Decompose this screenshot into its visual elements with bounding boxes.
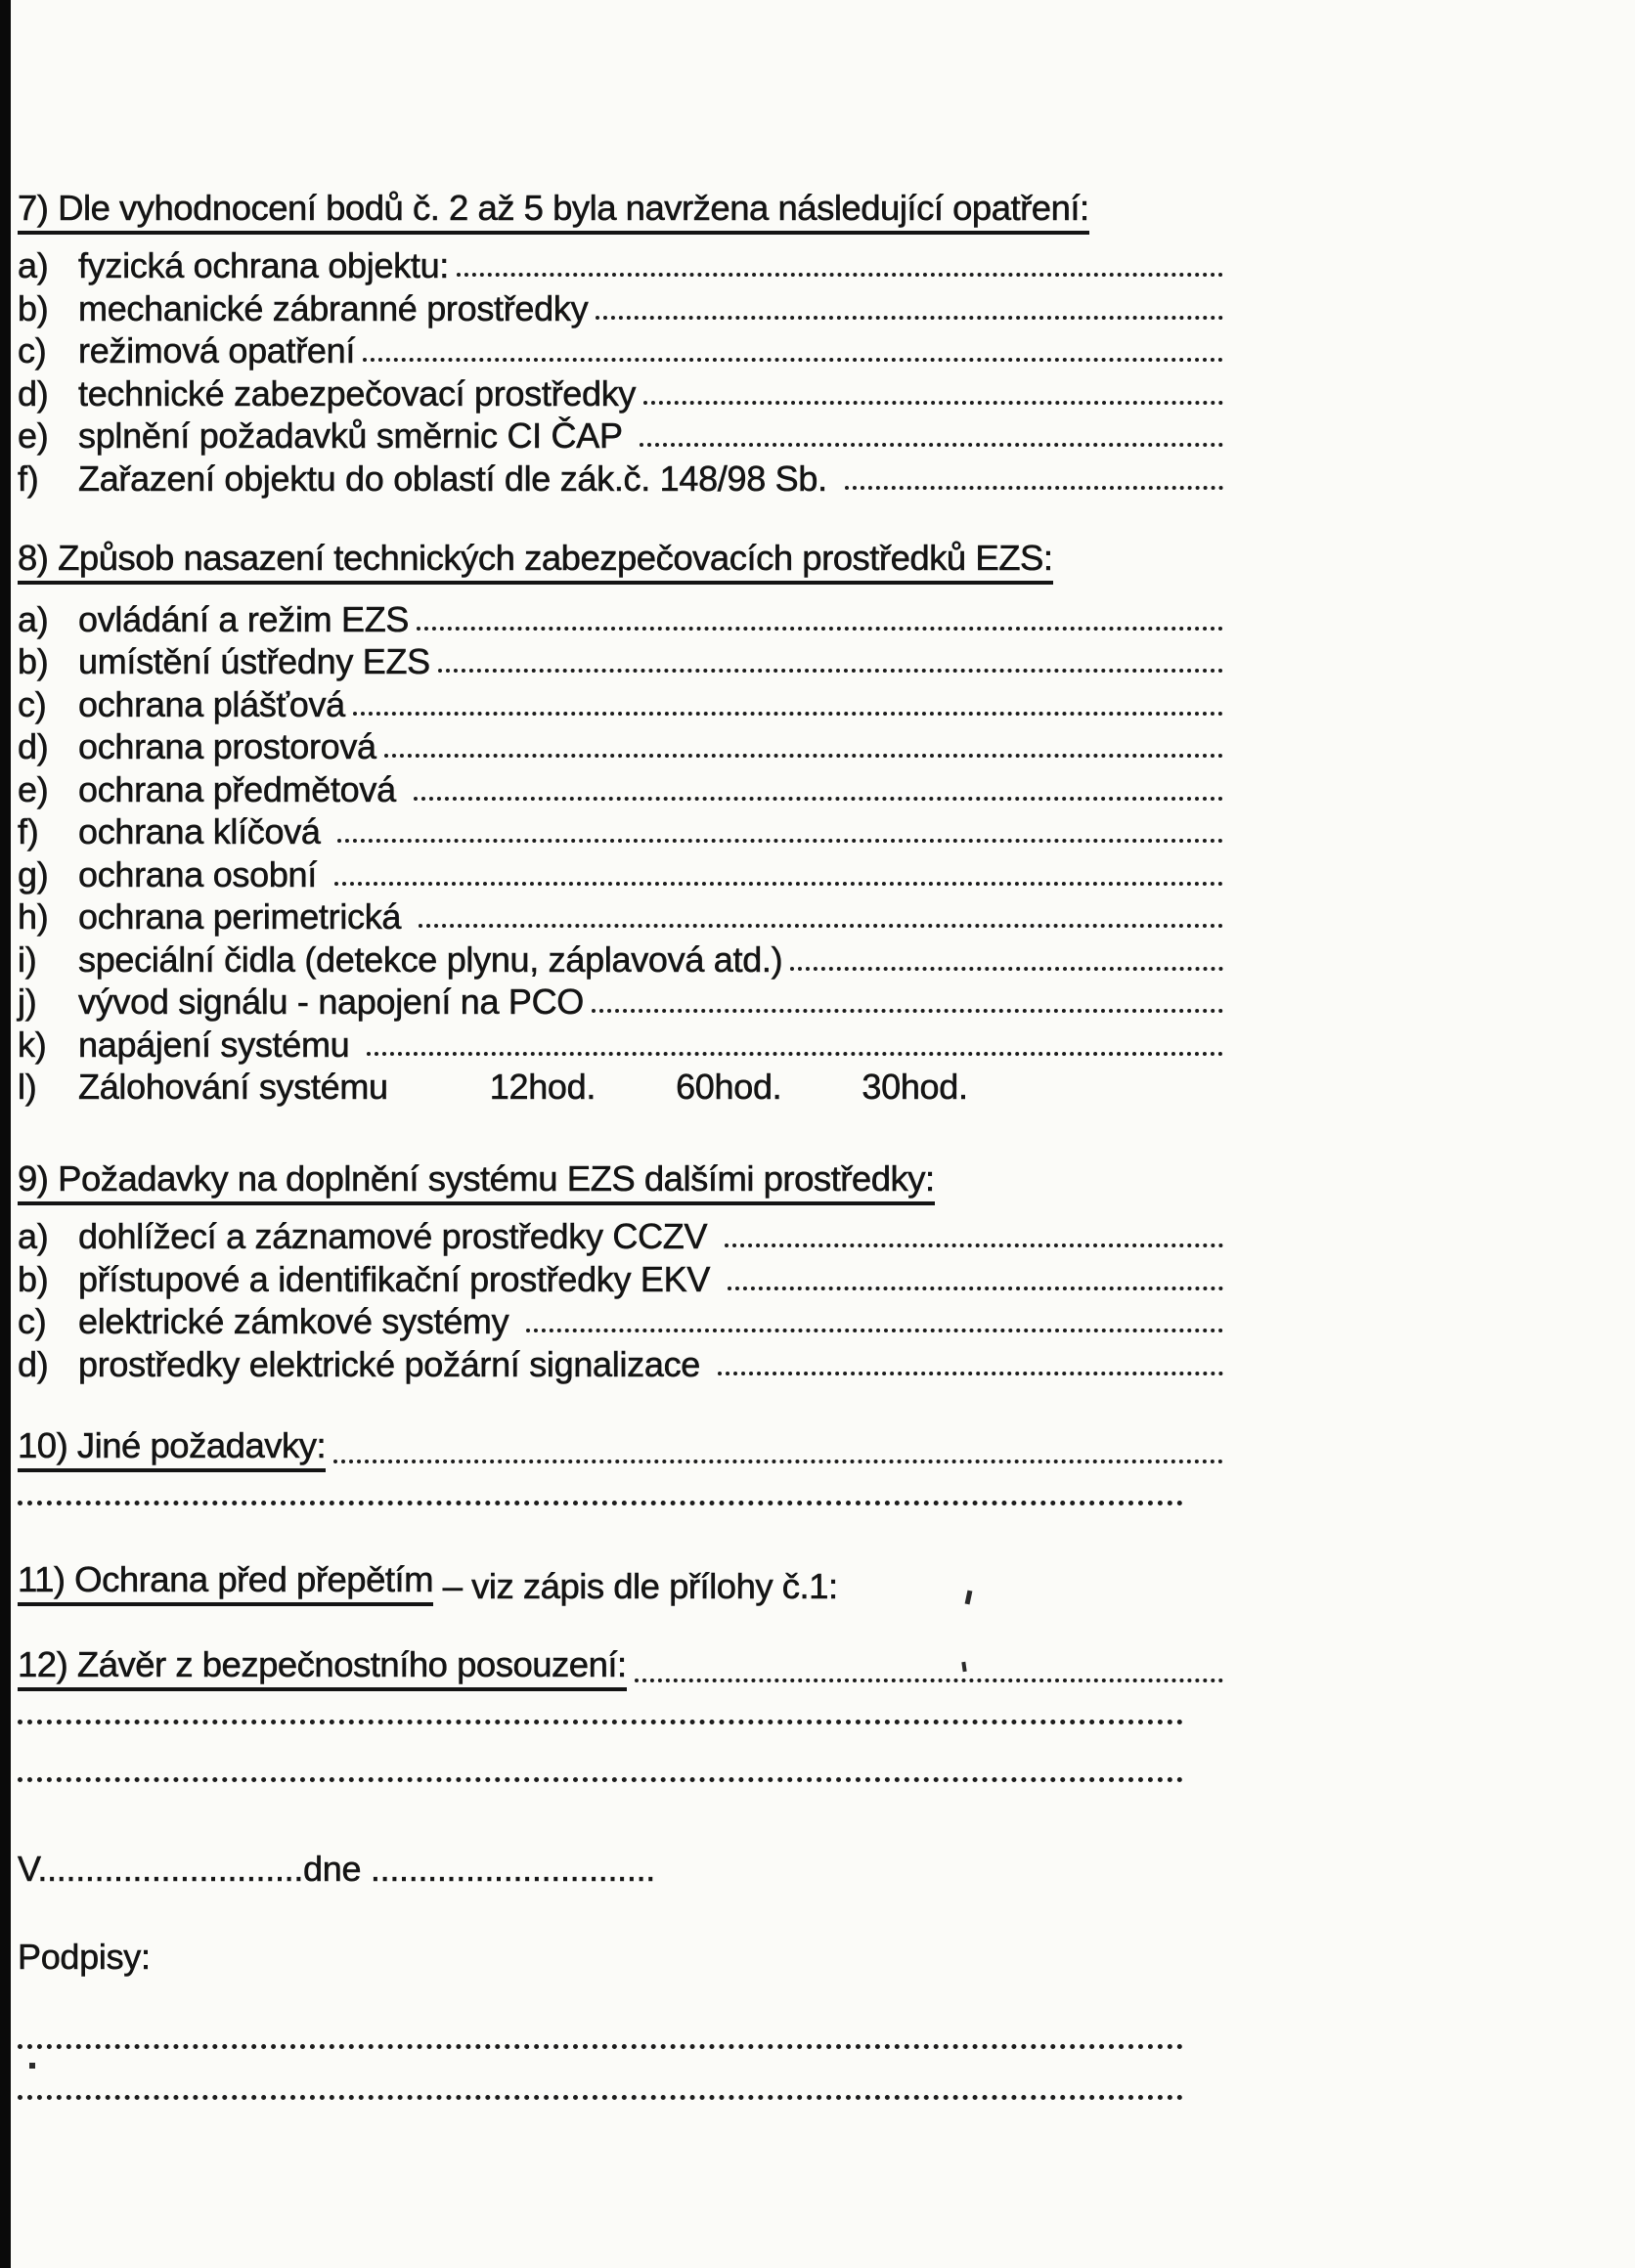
item-letter: i) [18,938,37,980]
item-label: elektrické zámkové systémy [78,1301,519,1341]
form-item [18,894,1225,938]
item-label: ochrana prostorová [78,726,376,766]
signatures-label [18,1930,1225,1977]
dotted-line [18,2079,1183,2100]
item-letter: l) [18,1067,37,1107]
scan-speck-artifact [29,2063,35,2069]
section-heading-suffix: – viz zápis dle přílohy č.1: [433,1565,838,1606]
dotted-leader [845,486,1224,490]
item-label: ochrana osobní [78,853,327,894]
item-label: ovládání a režim EZS [78,598,410,639]
section-8-heading [18,538,1225,586]
dotted-leader [592,1009,1223,1013]
item-letter: c) [18,1301,47,1341]
dotted-leader [640,443,1223,447]
dotted-line [18,2028,1183,2049]
section-heading-text: 8) Způsob nasazení technických zabezpečovacích prostředků EZS: [18,538,1053,585]
form-item [18,1256,1225,1299]
dotted-leader [337,839,1223,843]
dotted-leader [635,1679,1223,1682]
dotted-leader [457,273,1223,277]
form-item [18,980,1225,1023]
item-label: speciální čidla (detekce plynu, záplavová atd.) [78,938,783,980]
item-letter: a) [18,598,49,639]
backup-option-12h: 12hod. [489,1067,597,1107]
section-heading-text: 12) Závěr z bezpečnostního posouzení: [18,1644,627,1691]
form-item [18,809,1225,852]
item-letter: a) [18,1216,49,1256]
dotted-leader [334,882,1223,886]
dotted-leader [384,754,1223,758]
item-letter: f) [18,458,39,499]
item-label: umístění ústředny EZS [78,641,430,681]
item-letter: e) [18,415,49,456]
section-7-heading [18,187,1225,235]
form-item [18,724,1225,767]
dotted-leader [790,967,1223,971]
signatures-text: Podpisy: [18,1937,151,1977]
backup-option-30h: 30hod. [862,1067,968,1107]
item-label: ochrana klíčová [78,811,331,851]
dotted-leader [367,1052,1223,1056]
form-item [18,681,1225,724]
item-letter: d) [18,726,49,766]
item-letter: j) [18,981,37,1022]
form-item [18,456,1225,499]
form-item [18,1299,1225,1342]
dotted-leader [363,358,1223,362]
item-letter: e) [18,768,49,809]
form-item [18,766,1225,809]
item-label: Zálohování systému [78,1067,388,1107]
section-heading-text: 11) Ochrana před přepětím [18,1559,433,1606]
form-item [18,371,1225,414]
place-date-text: V............................dne .............................. [18,1849,655,1889]
backup-option-60h: 60hod. [676,1067,782,1107]
item-letter: a) [18,245,49,285]
scan-edge-artifact [0,0,11,2268]
section-10-heading [18,1425,1225,1473]
form-item [18,639,1225,682]
item-label: ochrana plášťová [78,683,345,724]
dotted-leader [417,627,1223,631]
dotted-leader [728,1287,1223,1290]
dotted-line [18,1485,1183,1505]
form-item [18,285,1225,328]
form-page [18,187,1225,2100]
section-12-heading [18,1644,1225,1692]
section-heading-text: 9) Požadavky na doplnění systému EZS dalšími prostředky: [18,1158,935,1205]
dotted-leader [333,1460,1223,1463]
dotted-leader [353,712,1223,716]
item-letter: k) [18,1024,47,1065]
item-label: vývod signálu - napojení na PCO [78,981,585,1022]
section-11-heading [18,1558,1225,1606]
item-label: ochrana předmětová [78,768,406,809]
dotted-leader [438,669,1223,673]
item-label: ochrana perimetrická [78,896,411,937]
dotted-line [18,1704,1183,1724]
item-label: dohlížecí a záznamové prostředky CCZV [78,1216,717,1256]
item-label: fyzická ochrana objektu: [78,245,450,285]
dotted-leader [643,401,1223,405]
form-item [18,328,1225,371]
form-item [18,596,1225,639]
dotted-leader [526,1329,1223,1332]
section-heading-text: 7) Dle vyhodnocení bodů č. 2 až 5 byla navržena následující opatření: [18,188,1089,235]
dotted-leader [419,924,1223,928]
dotted-leader [725,1243,1223,1247]
item-letter: g) [18,853,49,894]
item-label: mechanické zábranné prostředky [78,287,589,328]
item-letter: d) [18,372,49,414]
section-9-heading [18,1157,1225,1205]
form-item [18,1022,1225,1065]
section-heading-text: 10) Jiné požadavky: [18,1425,326,1472]
form-item [18,243,1225,286]
item-letter: c) [18,683,47,724]
item-letter: d) [18,1343,49,1384]
item-letter: c) [18,330,47,371]
item-letter: b) [18,287,49,328]
form-item [18,1214,1225,1257]
form-item [18,851,1225,894]
dotted-leader [414,797,1223,801]
item-label: technické zabezpečovací prostředky [78,372,637,414]
form-item [18,937,1225,980]
form-item [18,414,1225,457]
dotted-leader [718,1372,1223,1375]
item-label: napájení systému [78,1024,360,1065]
item-letter: b) [18,641,49,681]
item-label: přístupové a identifikační prostředky EKV [78,1258,720,1299]
dotted-line [18,1762,1183,1782]
item-letter: f) [18,811,39,851]
item-letter: b) [18,1258,49,1299]
item-label: splnění požadavků směrnic CI ČAP [78,415,632,456]
place-date-line [18,1844,1225,1889]
form-item [18,1341,1225,1384]
item-label: režimová opatření [78,330,356,371]
item-label: prostředky elektrické požární signalizace [78,1343,710,1384]
form-item-backup [18,1065,1225,1108]
dotted-leader [596,316,1223,320]
item-letter: h) [18,896,49,937]
item-label: Zařazení objektu do oblastí dle zák.č. 148/98 Sb. [78,458,837,499]
